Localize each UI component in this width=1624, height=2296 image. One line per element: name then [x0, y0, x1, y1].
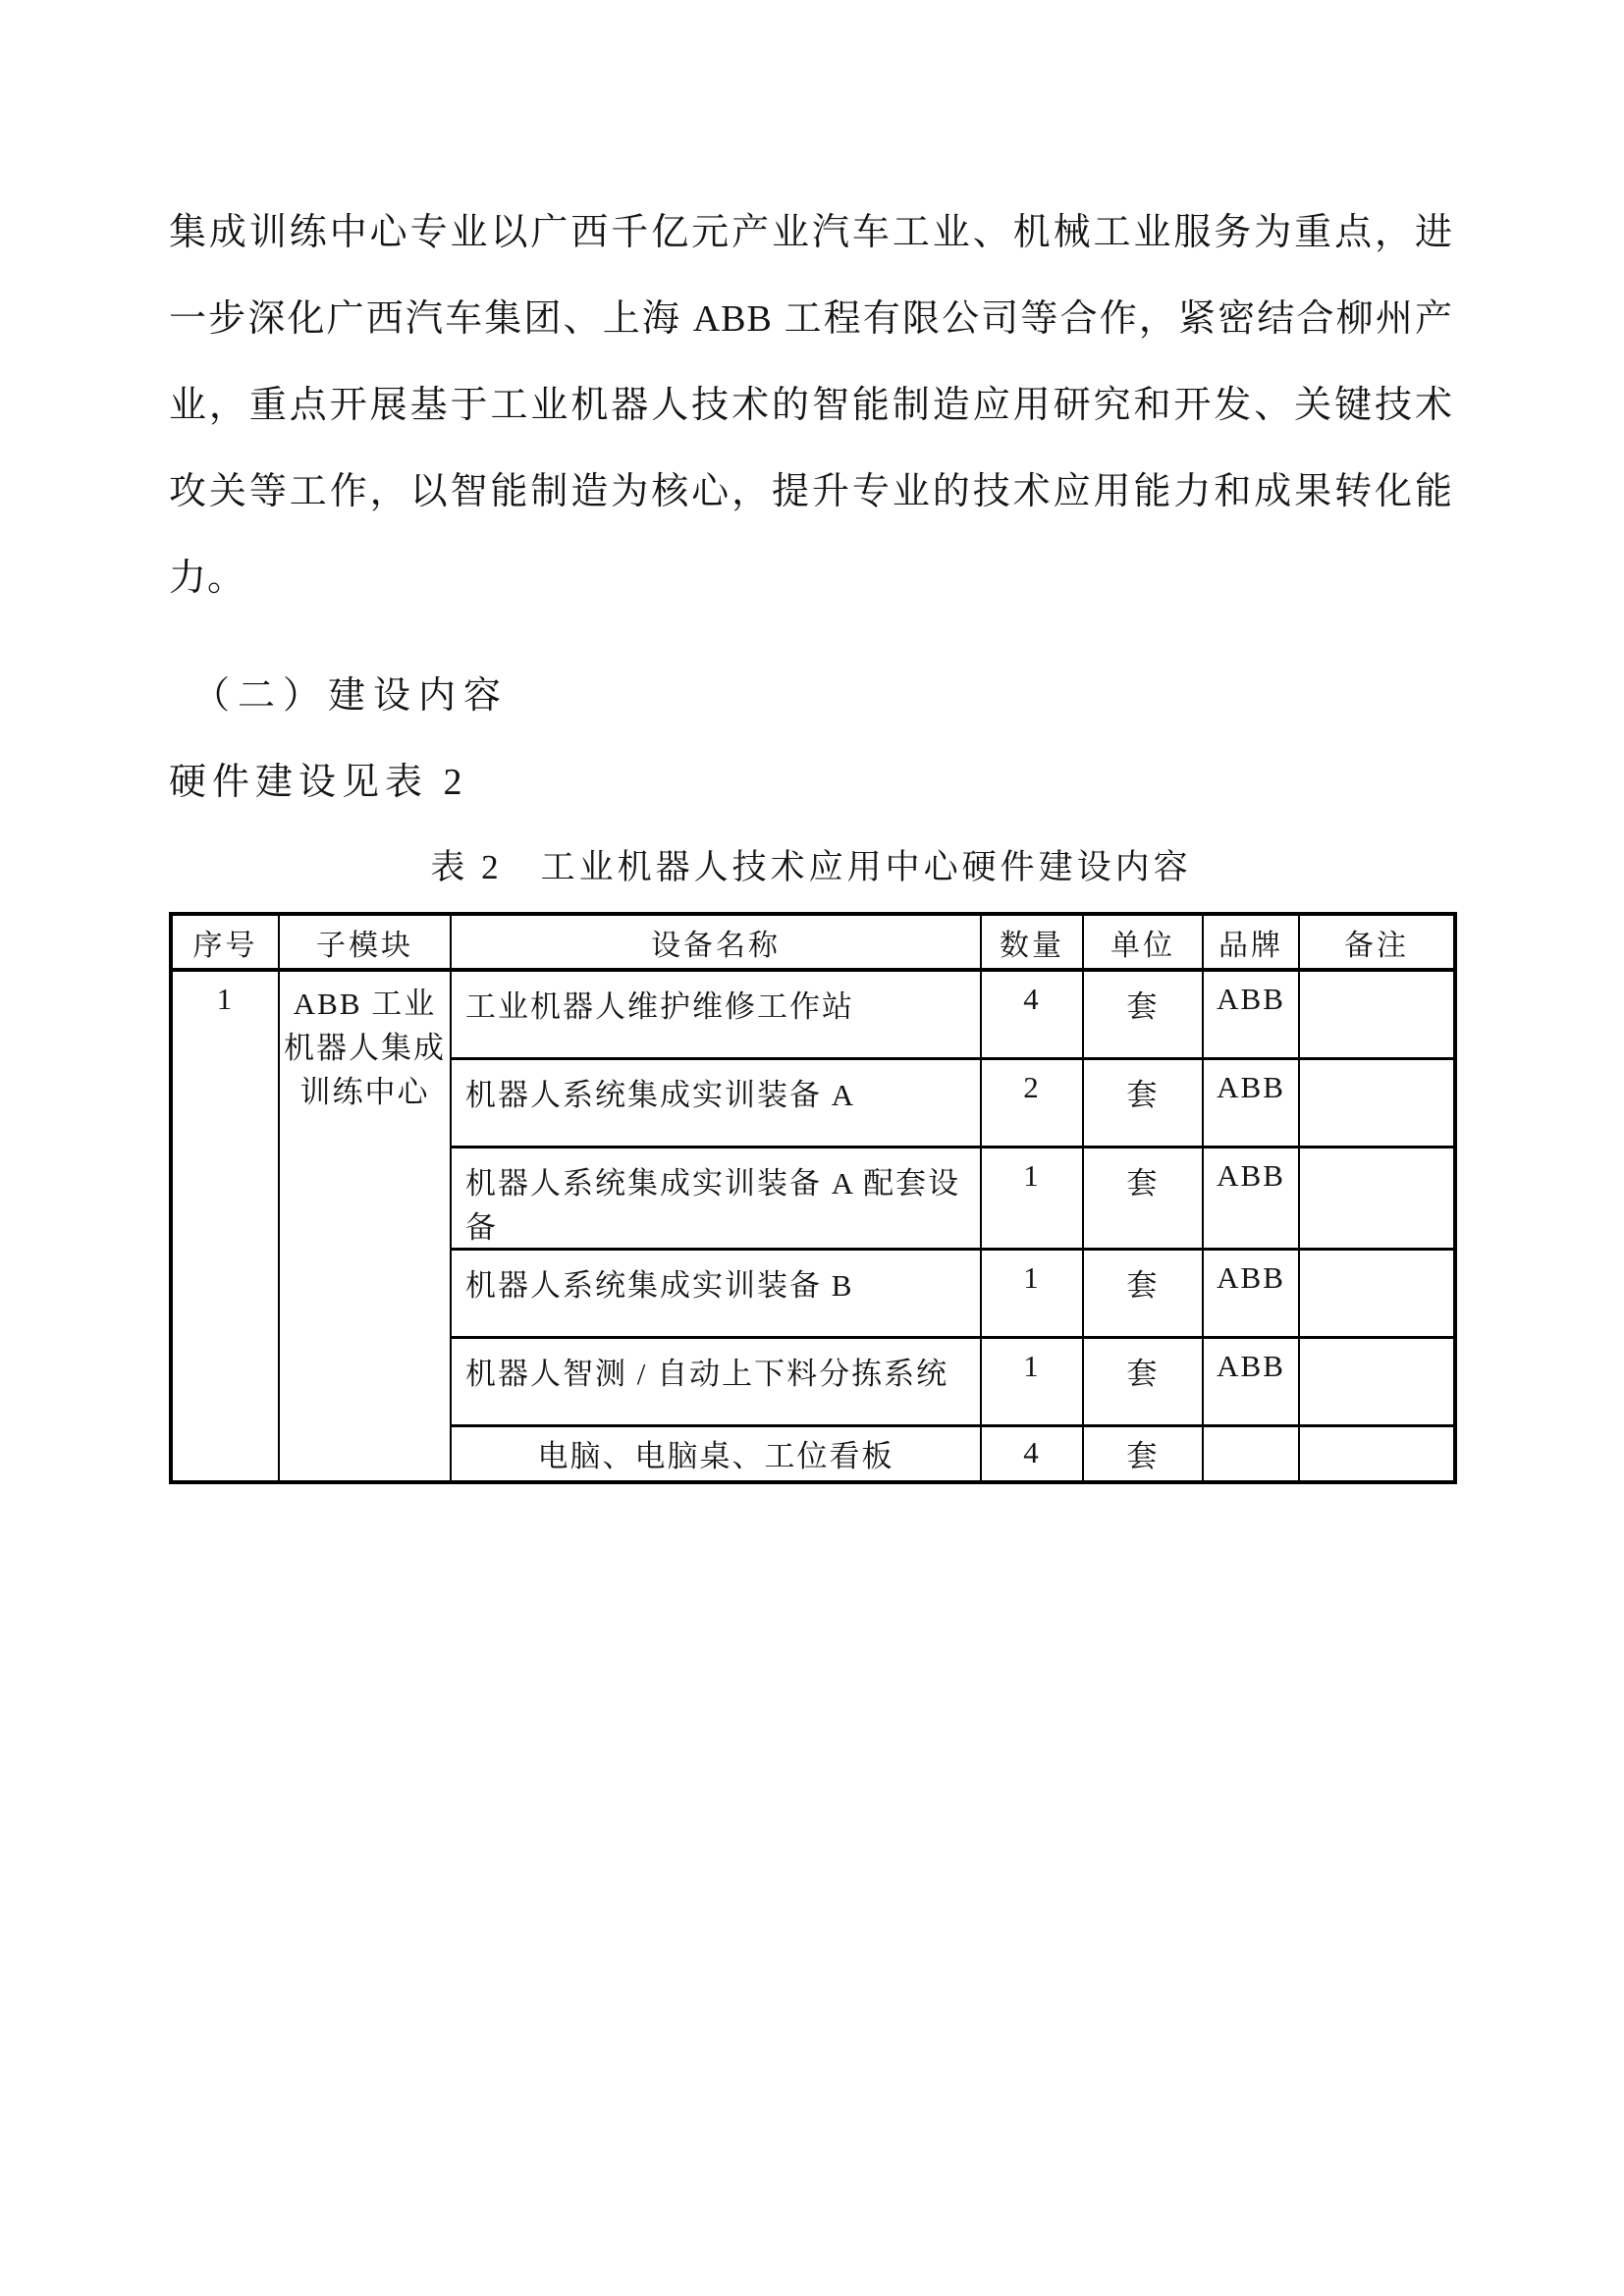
- brand-cell: ABB: [1203, 1147, 1299, 1249]
- column-header: 单位: [1083, 914, 1203, 970]
- note-cell: [1299, 970, 1455, 1058]
- paragraph-line: 业，重点开展基于工业机器人技术的智能制造应用研究和开发、关键技术: [169, 385, 1453, 426]
- section-heading: （二）建设内容: [192, 675, 510, 717]
- paragraph-line: 攻关等工作，以智能制造为核心，提升专业的技术应用能力和成果转化能: [169, 471, 1453, 512]
- column-header: 品牌: [1203, 914, 1299, 970]
- device-name-cell: 机器人系统集成实训装备 A: [451, 1058, 981, 1147]
- unit-cell: 套: [1083, 1425, 1203, 1482]
- paragraph-line: 力。: [169, 558, 246, 599]
- quantity-cell: 4: [981, 970, 1083, 1058]
- unit-cell: 套: [1083, 1058, 1203, 1147]
- quantity-cell: 1: [981, 1337, 1083, 1425]
- brand-cell: ABB: [1203, 970, 1299, 1058]
- brand-cell: ABB: [1203, 1337, 1299, 1425]
- paragraph-line: 一步深化广西汽车集团、上海 ABB 工程有限公司等合作，紧密结合柳州产: [169, 298, 1453, 340]
- paragraph-line: 集成训练中心专业以广西千亿元产业汽车工业、机械工业服务为重点，进: [169, 212, 1453, 253]
- page-content: [169, 189, 1453, 1484]
- note-cell: [1299, 1058, 1455, 1147]
- device-name-cell: 电脑、电脑桌、工位看板: [451, 1425, 981, 1482]
- note-cell: [1299, 1425, 1455, 1482]
- device-name-cell: 机器人系统集成实训装备 A 配套设备: [451, 1147, 981, 1249]
- unit-cell: 套: [1083, 1249, 1203, 1337]
- quantity-cell: 1: [981, 1147, 1083, 1249]
- column-header: 子模块: [279, 914, 451, 970]
- subheading: 硬件建设见表 2: [169, 762, 468, 803]
- quantity-cell: 1: [981, 1249, 1083, 1337]
- serial-number-cell: 1: [171, 970, 279, 1482]
- table-row: [171, 970, 1455, 1058]
- device-name-cell: 工业机器人维护维修工作站: [451, 970, 981, 1058]
- table-body: [171, 970, 1455, 1482]
- quantity-cell: 4: [981, 1425, 1083, 1482]
- body-paragraph: [169, 189, 1453, 621]
- unit-cell: 套: [1083, 1147, 1203, 1249]
- brand-cell: [1203, 1425, 1299, 1482]
- column-header: 设备名称: [451, 914, 981, 970]
- column-header: 序号: [171, 914, 279, 970]
- note-cell: [1299, 1147, 1455, 1249]
- note-cell: [1299, 1249, 1455, 1337]
- submodule-cell: ABB 工业机器人集成训练中心: [279, 970, 451, 1482]
- brand-cell: ABB: [1203, 1058, 1299, 1147]
- unit-cell: 套: [1083, 970, 1203, 1058]
- note-cell: [1299, 1337, 1455, 1425]
- table-caption: 表 2 工业机器人技术应用中心硬件建设内容: [430, 848, 1192, 886]
- quantity-cell: 2: [981, 1058, 1083, 1147]
- unit-cell: 套: [1083, 1337, 1203, 1425]
- column-header: 数量: [981, 914, 1083, 970]
- device-name-cell: 机器人系统集成实训装备 B: [451, 1249, 981, 1337]
- brand-cell: ABB: [1203, 1249, 1299, 1337]
- hardware-table: [169, 912, 1457, 1484]
- table-header-row: [171, 914, 1455, 970]
- column-header: 备注: [1299, 914, 1455, 970]
- device-name-cell: 机器人智测 / 自动上下料分拣系统: [451, 1337, 981, 1425]
